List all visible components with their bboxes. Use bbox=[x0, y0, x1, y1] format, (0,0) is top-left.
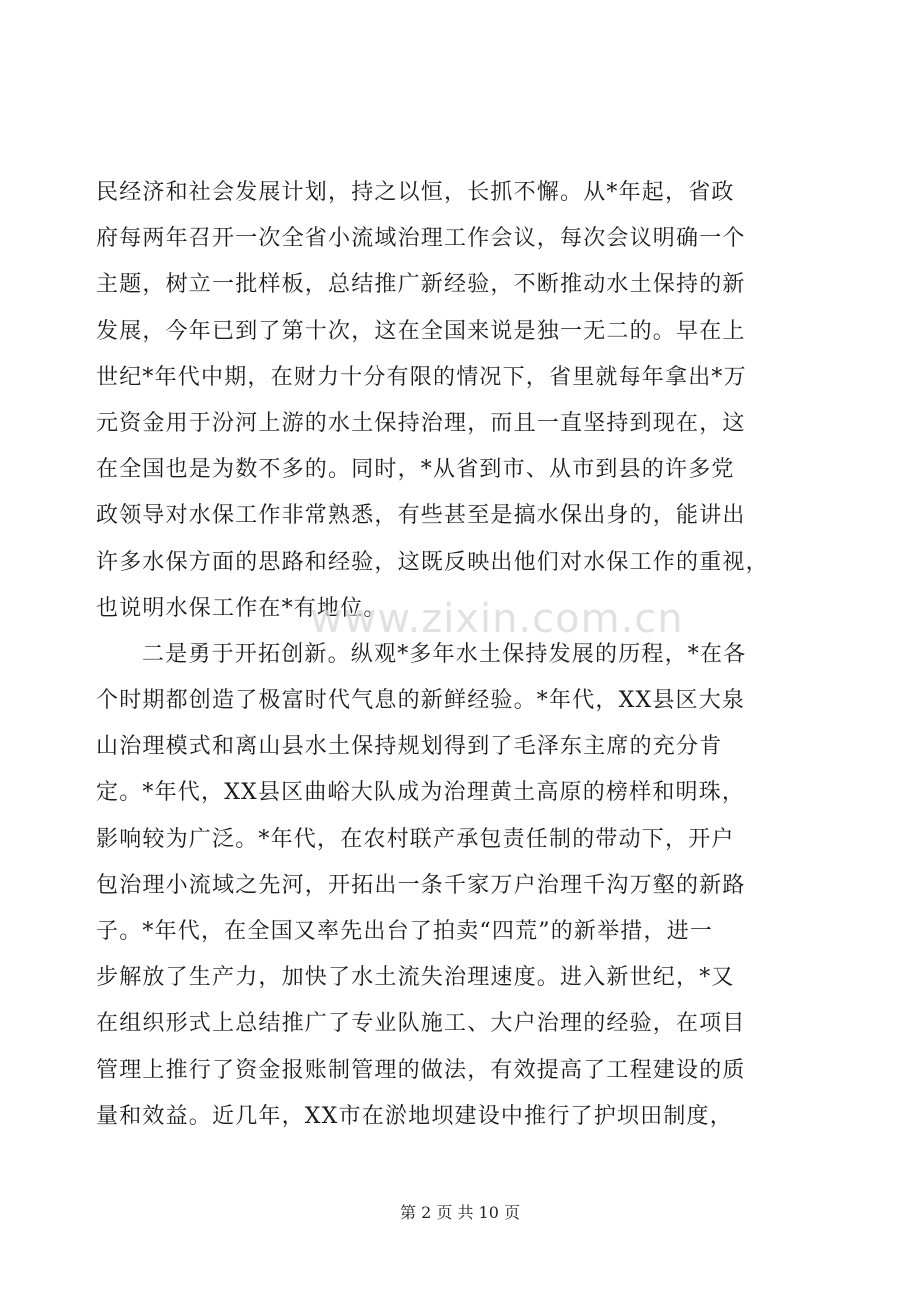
text-line: 在组织形式上总结推广了专业队施工、大户治理的经验，在项目 bbox=[96, 1011, 746, 1037]
text-line: 政领导对水保工作非常熟悉，有些甚至是搞水保出身的，能讲出 bbox=[96, 503, 746, 529]
text-line: 元资金用于汾河上游的水土保持治理，而且一直坚持到现在，这 bbox=[96, 410, 746, 436]
text-line: 管理上推行了资金报账制管理的做法，有效提高了工程建设的质 bbox=[96, 1057, 746, 1083]
text-line: 定。*年代，XX县区曲峪大队成为治理黄土高原的榜样和明珠， bbox=[96, 780, 746, 806]
watermark: www.zixin.com.cn bbox=[310, 596, 684, 642]
page-number: 第 2 页 共 10 页 bbox=[400, 1203, 520, 1222]
text-line: 发展，今年已到了第十次，这在全国来说是独一无二的。早在上 bbox=[96, 318, 746, 344]
text-line: 世纪*年代中期，在财力十分有限的情况下，省里就每年拿出*万 bbox=[96, 364, 747, 390]
text-line: 山治理模式和离山县水土保持规划得到了毛泽东主席的充分肯 bbox=[96, 734, 723, 760]
text-line: 也说明水保工作在*有地位。 bbox=[96, 595, 387, 621]
text-line: 影响较为广泛。*年代，在农村联产承包责任制的带动下，开户 bbox=[96, 826, 735, 852]
text-line: 子。*年代，在全国又率先出台了拍卖“四荒”的新举措，进一 bbox=[96, 919, 714, 944]
text-line: 步解放了生产力，加快了水土流失治理速度。进入新世纪，*又 bbox=[96, 965, 735, 991]
paragraph-start-line: 二是勇于开拓创新。纵观*多年水土保持发展的历程，*在各 bbox=[142, 641, 747, 667]
text-line: 民经济和社会发展计划，持之以恒，长抓不懈。从*年起，省政 bbox=[96, 180, 735, 205]
body-text bbox=[96, 170, 816, 1140]
text-line: 许多水保方面的思路和经验，这既反映出他们对水保工作的重视， bbox=[96, 549, 769, 575]
text-line: 在全国也是为数不多的。同时，*从省到市、从市到县的许多党 bbox=[96, 457, 735, 483]
text-line: 量和效益。近几年，XX市在淤地坝建设中推行了护坝田制度， bbox=[96, 1103, 733, 1129]
text-line: 主题，树立一批样板，总结推广新经验，不断推动水土保持的新 bbox=[96, 272, 746, 298]
text-line: 个时期都创造了极富时代气息的新鲜经验。*年代，XX县区大泉 bbox=[96, 688, 746, 714]
text-line: 包治理小流域之先河，开拓出一条千家万户治理千沟万壑的新路 bbox=[96, 872, 746, 898]
text-line: 府每两年召开一次全省小流域治理工作会议，每次会议明确一个 bbox=[96, 226, 746, 252]
